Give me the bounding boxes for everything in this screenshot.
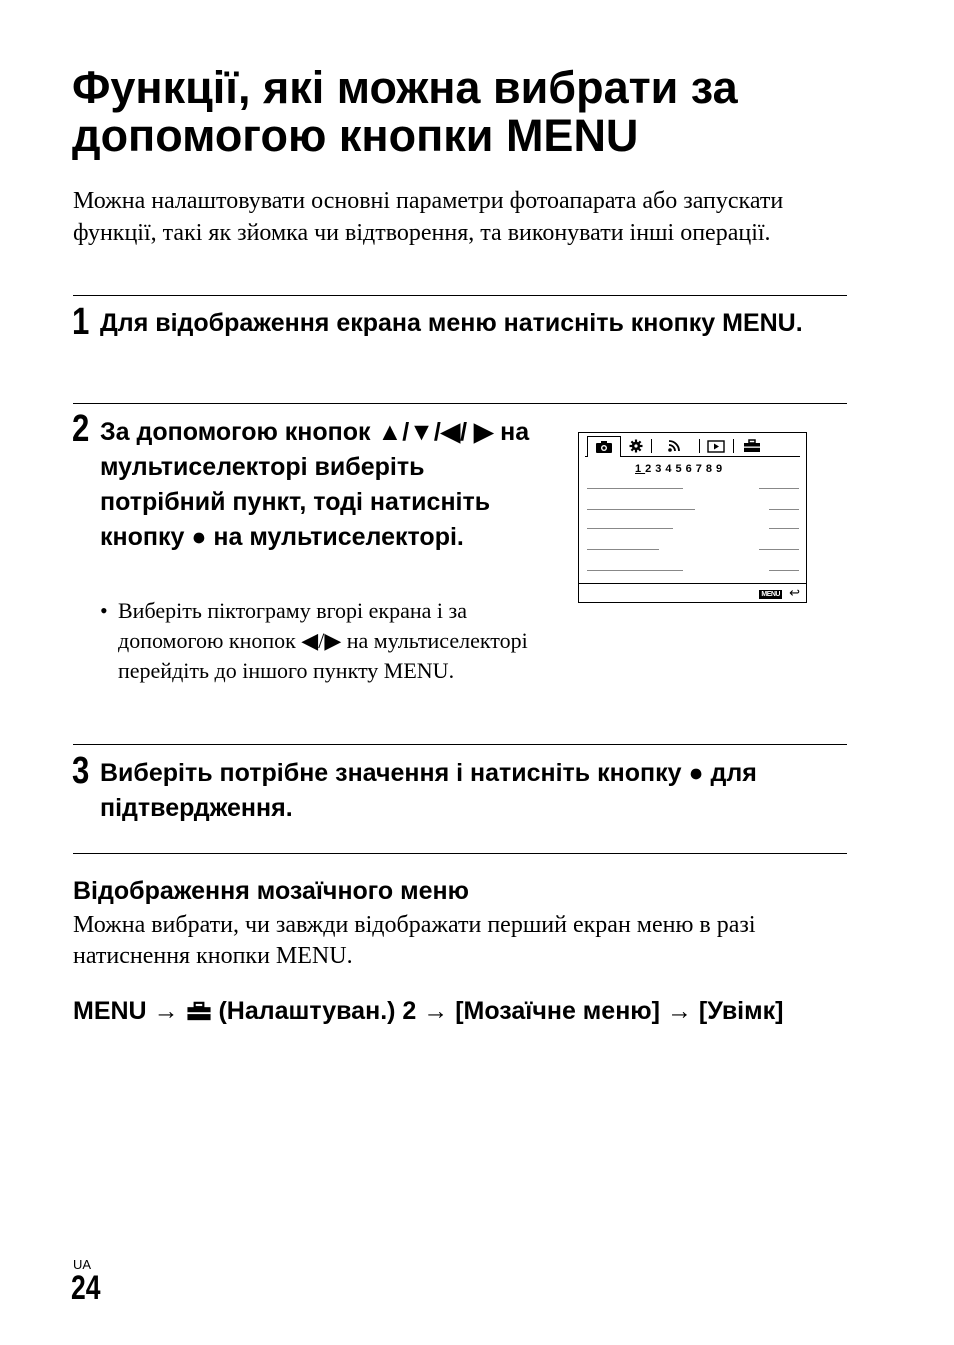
step-1-text: Для відображення екрана меню натисніть кнопку MENU. [100, 309, 803, 337]
path-setup: (Налаштуван.) 2 [218, 997, 417, 1025]
menu-value-line [759, 488, 799, 489]
divider [73, 295, 847, 296]
menu-item-line [587, 570, 683, 571]
arrow-icon: → [153, 997, 179, 1025]
menu-item-line [587, 549, 659, 550]
page-title-line-1: Функції, які можна вибрати за [72, 62, 738, 113]
screen-footer-divider [579, 583, 806, 584]
language-code: UA [73, 1257, 92, 1272]
menu-value-line [759, 549, 799, 550]
path-value: [Увімк] [698, 997, 784, 1025]
menu-item-line [587, 488, 683, 489]
page-5: 5 [675, 463, 686, 475]
intro-paragraph: Можна налаштовувати основні параметри фотоапарата або запускати функції, такі як зйомка чи відтворення, та виконувати інші операції. [73, 188, 784, 246]
tile-menu-heading: Відображення мозаїчного меню [73, 877, 469, 905]
tile-menu-text: Можна вибрати, чи завжди відображати перший екран меню в разі натиснення кнопки MENU. [73, 912, 756, 969]
menu-tabs [585, 436, 800, 457]
step-2-text: За допомогою кнопок ▲/▼/◀/ ▶ на мультиселекторі виберіть потрібний пункт, тоді натисніть кнопку ● на мультиселекторі. [100, 418, 530, 551]
path-menu: MENU [73, 997, 147, 1025]
page-4: 4 [665, 463, 676, 475]
page-9: 9 [716, 463, 727, 475]
step-1-number: 1 [72, 301, 90, 343]
bullet-dot: • [100, 598, 108, 623]
divider [73, 744, 847, 745]
page-6: 6 [685, 463, 696, 475]
step-2-number: 2 [72, 408, 90, 450]
return-icon: ↩ [789, 585, 800, 600]
page-3: 3 [655, 463, 666, 475]
toolbox-icon [186, 997, 212, 1031]
menu-item-line [587, 509, 695, 510]
menu-path [73, 994, 853, 1031]
page-title [72, 64, 892, 160]
arrow-icon: → [666, 997, 692, 1025]
page-8: 8 [705, 463, 716, 475]
menu-value-line [769, 509, 799, 510]
menu-item-line [587, 528, 673, 529]
page-number: 24 [71, 1269, 101, 1307]
menu-value-line [769, 570, 799, 571]
step-3-text: Виберіть потрібне значення і натисніть кнопку ● для підтвердження. [100, 759, 757, 822]
step-2-bullet-text: Виберіть піктограму вгорі екрана і за допомогою кнопок ◀/▶ на мультиселекторі перейдіть до іншого пункту MENU. [118, 598, 528, 683]
gear-icon [621, 436, 651, 456]
toolbox-icon [733, 436, 771, 456]
page-2: 2 [645, 463, 656, 475]
step-3-number: 3 [72, 750, 90, 792]
step-2-bullet [100, 596, 540, 686]
path-item: [Мозаїчне меню] [455, 997, 660, 1025]
divider [73, 403, 847, 404]
camera-menu-screen [578, 432, 807, 603]
camera-icon [587, 436, 621, 457]
divider [73, 853, 847, 854]
wireless-icon [651, 436, 699, 456]
menu-value-line [769, 528, 799, 529]
page-7: 7 [695, 463, 706, 475]
page-indicator [635, 463, 726, 475]
playback-icon [699, 436, 733, 456]
page-1: 1 [635, 463, 646, 475]
menu-badge: MENU [761, 591, 780, 598]
page-title-line-2: допомогою кнопки MENU [72, 110, 639, 161]
arrow-icon: → [423, 997, 449, 1025]
